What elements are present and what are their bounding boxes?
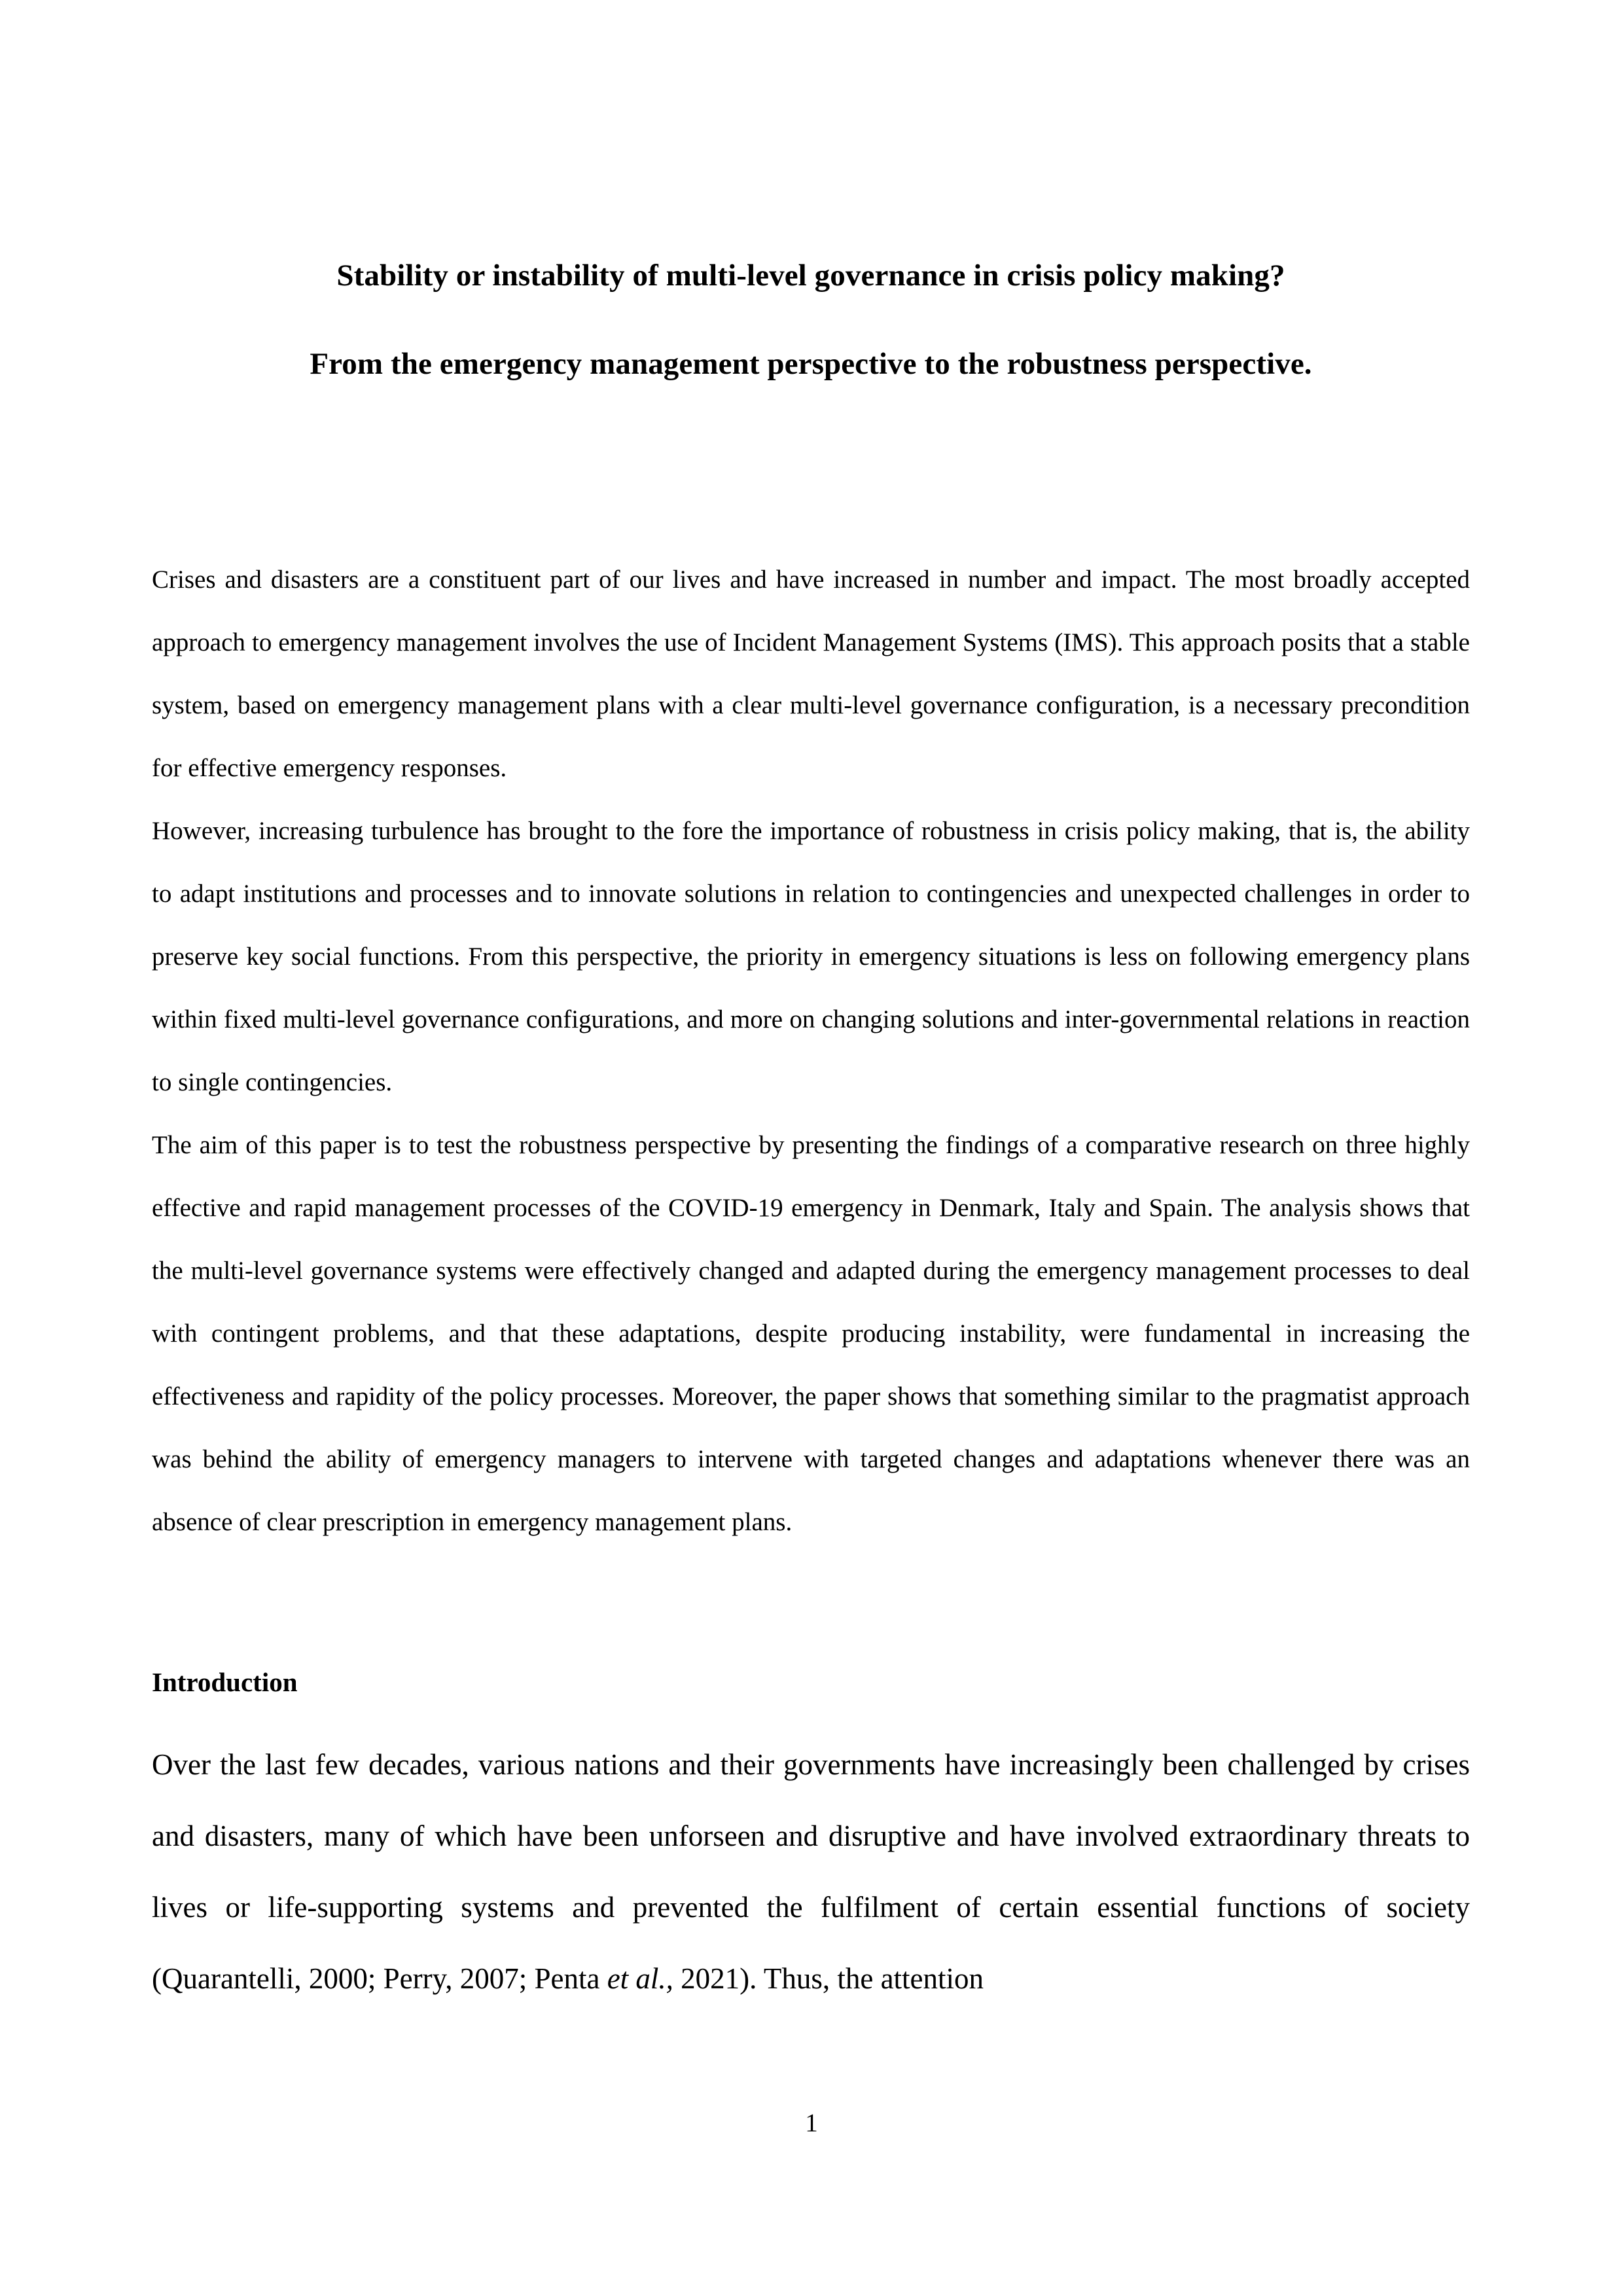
section-heading-introduction: Introduction xyxy=(152,1667,298,1697)
abstract-section xyxy=(152,548,1470,1554)
abstract-paragraph-1: Crises and disasters are a constituent part of our lives and have increased in number and impact. The most broadly accepted approach to emergency management involves the use of Incident Management Systems (IMS). This approach posits that a stable system, based on emergency management plans with a clear multi-level governance configuration, is a necessary precondition for effective emergency responses. xyxy=(152,565,1470,782)
page-number: 1 xyxy=(805,2109,818,2137)
introduction-paragraph-1 xyxy=(152,1729,1470,2015)
introduction-paragraph-1-text-after-citation: 2021). Thus, the attention xyxy=(673,1962,984,1995)
paper-title-line-1: Stability or instability of multi-level governance in crisis policy making? xyxy=(336,259,1285,293)
introduction-paragraph-1-text-before-citation: Over the last few decades, various nations and their governments have increasingly been challenged by crises and disasters, many of which have been unforseen and disruptive and have involved extraordinary threats to lives or life-supporting systems and prevented the fulfilment of certain essential functions of society (Quarantelli, 2000; Perry, 2007; Penta xyxy=(152,1748,1470,1995)
page-footer xyxy=(0,2110,1623,2136)
paper-title-line-2: From the emergency management perspective to the robustness perspective. xyxy=(310,347,1312,381)
abstract-paragraph-2: However, increasing turbulence has brought to the fore the importance of robustness in crisis policy making, that is, the ability to adapt institutions and processes and to innovate solutions in relation to contingencies and unexpected challenges in order to preserve key social functions. From this perspective, the priority in emergency situations is less on following emergency plans within fixed multi-level governance configurations, and more on changing solutions and inter-governmental relations in reaction to single contingencies. xyxy=(152,817,1470,1096)
introduction-body xyxy=(152,1729,1470,2015)
page-content xyxy=(152,0,1470,2015)
citation-et-al: et al., xyxy=(607,1962,673,1995)
abstract-paragraph-3: The aim of this paper is to test the robustness perspective by presenting the findings of a comparative research on three highly effective and rapid management processes of the COVID-19 emergency in Denmark, Italy and Spain. The analysis shows that the multi-level governance systems were effectively changed and adapted during the emergency management processes to deal with contingent problems, and that these adaptations, despite producing instability, were fundamental in increasing the effectiveness and rapidity of the policy processes. Moreover, the paper shows that something similar to the pragmatist approach was behind the ability of emergency managers to intervene with targeted changes and adaptations whenever there was an absence of clear prescription in emergency management plans. xyxy=(152,1131,1470,1536)
title-block xyxy=(152,0,1470,380)
